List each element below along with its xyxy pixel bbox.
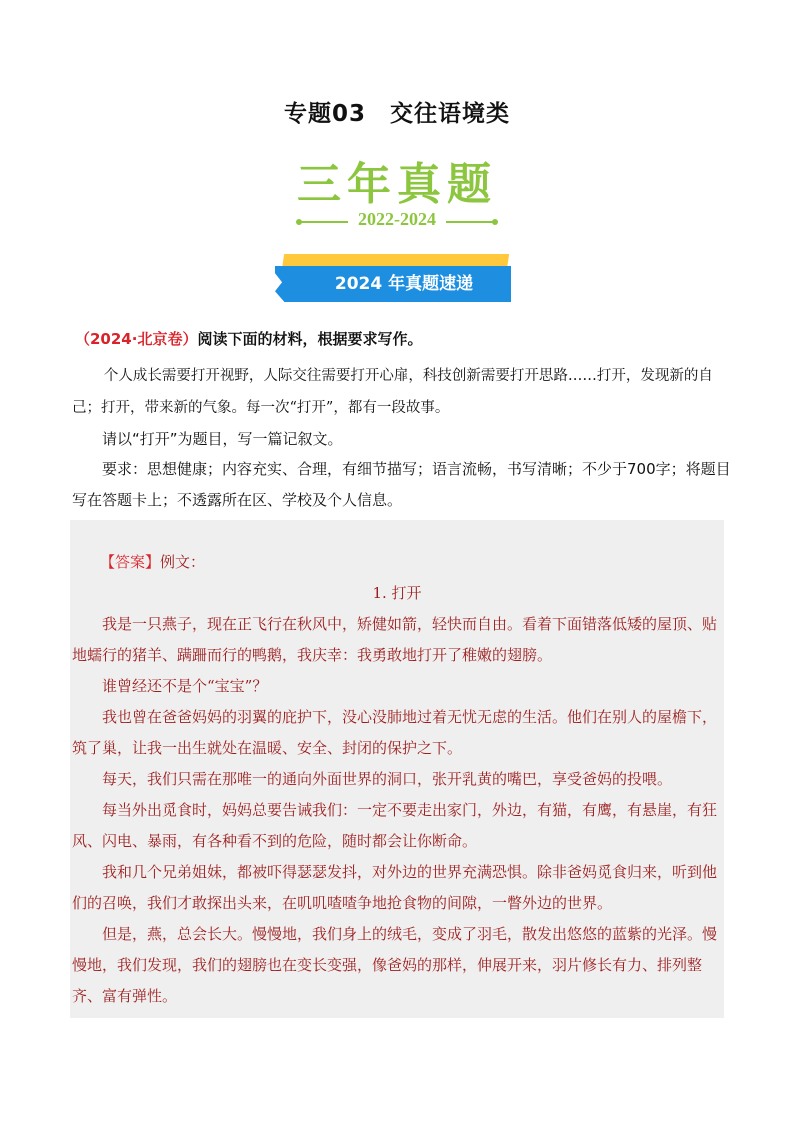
material-text: 个人成长需要打开视野，人际交往需要打开心扉，科技创新需要打开思路……打开，发现新的自己；打开，带来新的气象。每一次“打开”，都有一段故事。: [72, 368, 713, 416]
essay-paragraph: 谁曾经还不是个“宝宝”？: [102, 677, 268, 695]
requirement-text: 要求：思想健康；内容充实、合理，有细节描写；语言流畅，书写清晰；不少于700字；将题目写在答题卡上；不透露所在区、学校及个人信息。: [72, 460, 731, 509]
answer-tag: 【答案】: [100, 553, 161, 571]
answer-label: [100, 551, 205, 572]
essay-paragraph: 我和几个兄弟姐妹，都被吓得瑟瑟发抖，对外边的世界充满恐惧。除非爸妈觅食归来，听到他们的召唤，我们才敢探出头来，在叽叽喳喳争地抢食物的间隙，一瞥外边的世界。: [72, 863, 718, 912]
essay-title: 1. 打开: [372, 584, 422, 602]
section-heading: 三年真题: [297, 159, 497, 210]
question-prompt: 阅读下面的材料，根据要求写作。: [197, 330, 423, 348]
essay-paragraph: 每天，我们只需在那唯一的通向外面世界的洞口，张开乳黄的嘴巴，享受爸妈的投喂。: [102, 770, 673, 788]
decorative-line: [446, 221, 494, 223]
year-range-label: 2022-2024: [358, 209, 436, 229]
year-banner: [275, 254, 515, 304]
banner-label: 2024 年真题速递: [334, 274, 474, 294]
essay-paragraph: 每当外出觅食时，妈妈总要告诫我们：一定不要走出家门，外边，有猫，有鹰，有悬崖，有狂风、闪电、暴雨，有各种看不到的危险，随时都会让你断命。: [72, 801, 718, 850]
question-source: （2024·北京卷）: [75, 330, 198, 348]
decorative-dot-icon: [492, 219, 498, 225]
essay-paragraph: 但是，燕，总会长大。慢慢地，我们身上的绒毛，变成了羽毛，散发出悠悠的蓝紫的光泽。慢慢地，我们发现，我们的翅膀也在变长变强，像爸妈的那样，伸展开来，羽片修长有力、排列整齐、富有弹性。: [72, 925, 718, 1005]
instruction-text: 请以“打开”为题目，写一篇记叙文。: [102, 430, 343, 448]
year-range: [0, 209, 794, 235]
page-title: 专题03 交往语境类: [283, 101, 510, 127]
question-heading: [75, 328, 735, 349]
essay-paragraph: 我是一只燕子，现在正飞行在秋风中，矫健如箭，轻快而自由。看着下面错落低矮的屋顶、贴地蠕行的猪羊、蹒跚而行的鸭鹅，我庆幸：我勇敢地打开了稚嫩的翅膀。: [72, 615, 718, 664]
answer-label-text: 例文：: [160, 553, 206, 571]
essay-paragraph: 我也曾在爸爸妈妈的羽翼的庇护下，没心没肺地过着无忧无虑的生活。他们在别人的屋檐下，筑了巢，让我一出生就处在温暖、安全、封闭的保护之下。: [72, 708, 718, 757]
